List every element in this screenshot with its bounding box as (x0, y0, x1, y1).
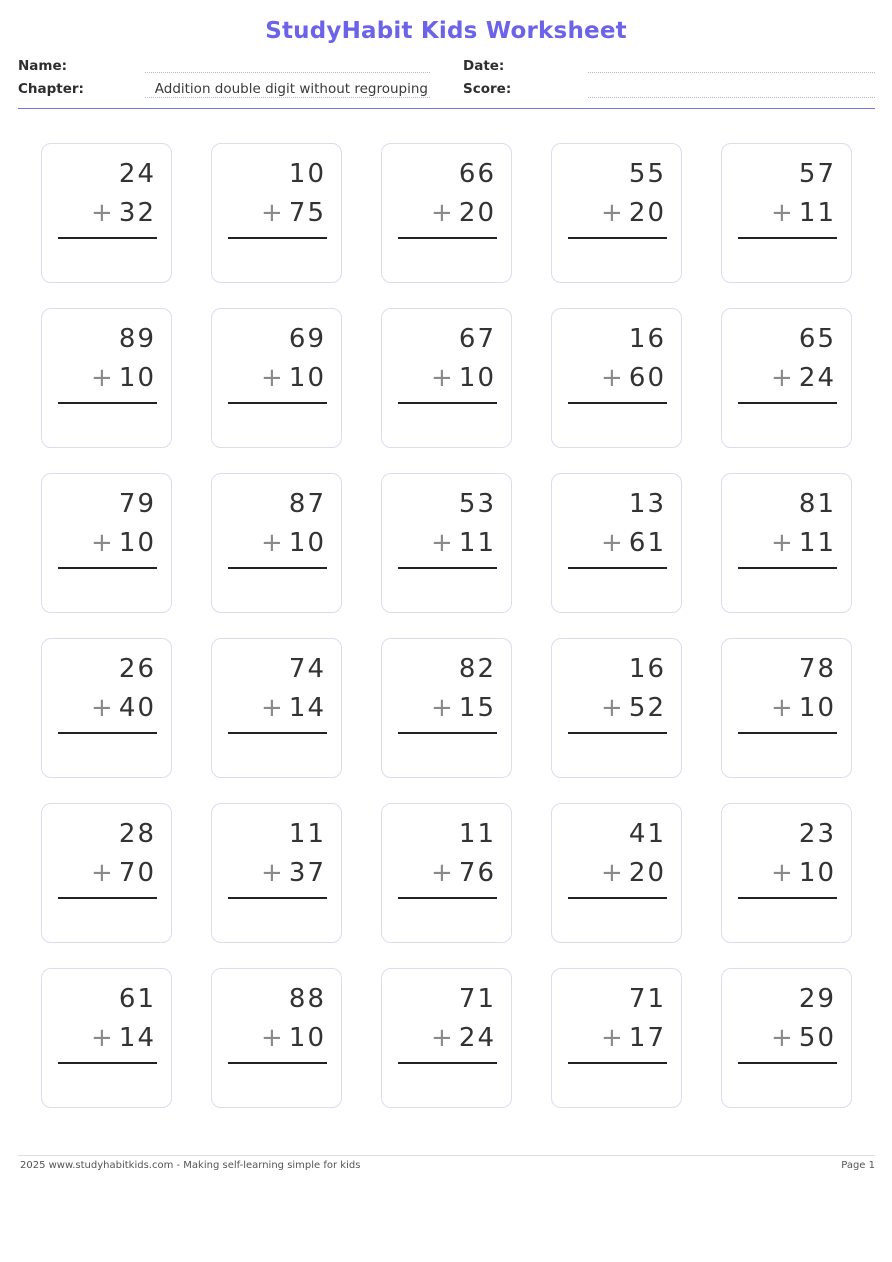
problem-card (211, 638, 342, 778)
answer-line[interactable] (228, 567, 327, 569)
problem-card (41, 143, 172, 283)
answer-line[interactable] (58, 897, 157, 899)
plus-sign: + (431, 198, 453, 228)
problem-card (211, 143, 342, 283)
plus-sign: + (771, 198, 793, 228)
problem-card (211, 308, 342, 448)
bottom-addend: 24 (798, 363, 836, 393)
top-addend: 16 (628, 654, 666, 684)
plus-sign: + (601, 693, 623, 723)
problem-card (551, 473, 682, 613)
problem-card (551, 968, 682, 1108)
header-divider (18, 108, 875, 109)
problem-card (721, 638, 852, 778)
date-field-line[interactable] (588, 72, 875, 73)
chapter-field-line (145, 97, 430, 98)
bottom-addend: 24 (458, 1023, 496, 1053)
top-addend: 23 (798, 819, 836, 849)
plus-sign: + (431, 1023, 453, 1053)
bottom-addend: 14 (288, 693, 326, 723)
problem-card (41, 638, 172, 778)
plus-sign: + (771, 528, 793, 558)
top-addend: 29 (798, 984, 836, 1014)
top-addend: 66 (458, 159, 496, 189)
answer-line[interactable] (398, 567, 497, 569)
plus-sign: + (431, 528, 453, 558)
bottom-addend: 61 (628, 528, 666, 558)
answer-line[interactable] (228, 1062, 327, 1064)
answer-line[interactable] (738, 237, 837, 239)
bottom-addend: 11 (798, 198, 836, 228)
bottom-addend: 11 (458, 528, 496, 558)
bottom-addend: 32 (118, 198, 156, 228)
bottom-addend: 75 (288, 198, 326, 228)
problem-card (551, 143, 682, 283)
answer-line[interactable] (738, 402, 837, 404)
bottom-addend: 17 (628, 1023, 666, 1053)
bottom-addend: 70 (118, 858, 156, 888)
top-addend: 78 (798, 654, 836, 684)
answer-line[interactable] (398, 237, 497, 239)
bottom-addend: 20 (628, 858, 666, 888)
top-addend: 13 (628, 489, 666, 519)
footer-text: 2025 www.studyhabitkids.com - Making self-learning simple for kids (20, 1160, 361, 1171)
problem-card (211, 473, 342, 613)
problem-card (721, 308, 852, 448)
answer-line[interactable] (568, 402, 667, 404)
answer-line[interactable] (568, 567, 667, 569)
plus-sign: + (601, 1023, 623, 1053)
bottom-addend: 60 (628, 363, 666, 393)
plus-sign: + (261, 363, 283, 393)
plus-sign: + (771, 858, 793, 888)
top-addend: 57 (798, 159, 836, 189)
answer-line[interactable] (568, 897, 667, 899)
answer-line[interactable] (398, 897, 497, 899)
top-addend: 69 (288, 324, 326, 354)
answer-line[interactable] (738, 897, 837, 899)
problem-card (381, 803, 512, 943)
top-addend: 87 (288, 489, 326, 519)
top-addend: 61 (118, 984, 156, 1014)
top-addend: 71 (458, 984, 496, 1014)
plus-sign: + (771, 363, 793, 393)
top-addend: 82 (458, 654, 496, 684)
plus-sign: + (431, 363, 453, 393)
plus-sign: + (261, 528, 283, 558)
plus-sign: + (91, 1023, 113, 1053)
problem-card (381, 968, 512, 1108)
plus-sign: + (601, 858, 623, 888)
problem-card (381, 143, 512, 283)
plus-sign: + (91, 363, 113, 393)
plus-sign: + (91, 858, 113, 888)
plus-sign: + (91, 528, 113, 558)
plus-sign: + (261, 198, 283, 228)
bottom-addend: 20 (458, 198, 496, 228)
bottom-addend: 76 (458, 858, 496, 888)
name-label: Name: (18, 58, 68, 74)
answer-line[interactable] (228, 897, 327, 899)
top-addend: 16 (628, 324, 666, 354)
top-addend: 10 (288, 159, 326, 189)
plus-sign: + (261, 693, 283, 723)
problem-card (41, 968, 172, 1108)
top-addend: 89 (118, 324, 156, 354)
problem-card (721, 803, 852, 943)
bottom-addend: 10 (118, 363, 156, 393)
bottom-addend: 52 (628, 693, 666, 723)
answer-line[interactable] (58, 567, 157, 569)
top-addend: 41 (628, 819, 666, 849)
date-label: Date: (463, 58, 505, 74)
answer-line[interactable] (228, 732, 327, 734)
problem-card (211, 803, 342, 943)
answer-line[interactable] (738, 1062, 837, 1064)
top-addend: 55 (628, 159, 666, 189)
problem-card (41, 803, 172, 943)
bottom-addend: 10 (458, 363, 496, 393)
problem-card (721, 473, 852, 613)
top-addend: 11 (458, 819, 496, 849)
plus-sign: + (601, 198, 623, 228)
score-label: Score: (463, 81, 512, 97)
plus-sign: + (431, 693, 453, 723)
bottom-addend: 20 (628, 198, 666, 228)
top-addend: 65 (798, 324, 836, 354)
answer-line[interactable] (738, 732, 837, 734)
bottom-addend: 10 (288, 1023, 326, 1053)
answer-line[interactable] (398, 1062, 497, 1064)
answer-line[interactable] (58, 237, 157, 239)
top-addend: 67 (458, 324, 496, 354)
problem-card (551, 638, 682, 778)
plus-sign: + (91, 693, 113, 723)
top-addend: 11 (288, 819, 326, 849)
plus-sign: + (261, 1023, 283, 1053)
bottom-addend: 37 (288, 858, 326, 888)
answer-line[interactable] (58, 732, 157, 734)
bottom-addend: 40 (118, 693, 156, 723)
bottom-addend: 10 (288, 528, 326, 558)
bottom-addend: 11 (798, 528, 836, 558)
plus-sign: + (601, 528, 623, 558)
problem-card (721, 143, 852, 283)
problem-card (721, 968, 852, 1108)
top-addend: 28 (118, 819, 156, 849)
answer-line[interactable] (568, 1062, 667, 1064)
answer-line[interactable] (568, 732, 667, 734)
problem-card (41, 473, 172, 613)
plus-sign: + (771, 693, 793, 723)
bottom-addend: 14 (118, 1023, 156, 1053)
top-addend: 26 (118, 654, 156, 684)
answer-line[interactable] (738, 567, 837, 569)
bottom-addend: 10 (798, 858, 836, 888)
answer-line[interactable] (568, 237, 667, 239)
top-addend: 71 (628, 984, 666, 1014)
plus-sign: + (771, 1023, 793, 1053)
answer-line[interactable] (58, 1062, 157, 1064)
problem-card (381, 638, 512, 778)
bottom-addend: 15 (458, 693, 496, 723)
footer-divider (18, 1155, 875, 1156)
top-addend: 79 (118, 489, 156, 519)
problem-card (381, 473, 512, 613)
problem-card (551, 308, 682, 448)
name-field-line[interactable] (145, 72, 430, 73)
problem-card (41, 308, 172, 448)
top-addend: 53 (458, 489, 496, 519)
plus-sign: + (431, 858, 453, 888)
answer-line[interactable] (398, 732, 497, 734)
chapter-value: Addition double digit without regrouping (154, 81, 428, 97)
problem-card (551, 803, 682, 943)
worksheet-title: StudyHabit Kids Worksheet (265, 18, 627, 44)
answer-line[interactable] (228, 402, 327, 404)
plus-sign: + (261, 858, 283, 888)
top-addend: 81 (798, 489, 836, 519)
top-addend: 74 (288, 654, 326, 684)
top-addend: 24 (118, 159, 156, 189)
problem-card (381, 308, 512, 448)
plus-sign: + (91, 198, 113, 228)
score-field-line[interactable] (588, 97, 875, 98)
bottom-addend: 10 (798, 693, 836, 723)
answer-line[interactable] (58, 402, 157, 404)
top-addend: 88 (288, 984, 326, 1014)
bottom-addend: 10 (118, 528, 156, 558)
answer-line[interactable] (398, 402, 497, 404)
chapter-label: Chapter: (18, 81, 84, 97)
bottom-addend: 10 (288, 363, 326, 393)
page-number: Page 1 (841, 1160, 875, 1171)
problem-card (211, 968, 342, 1108)
bottom-addend: 50 (798, 1023, 836, 1053)
answer-line[interactable] (228, 237, 327, 239)
plus-sign: + (601, 363, 623, 393)
